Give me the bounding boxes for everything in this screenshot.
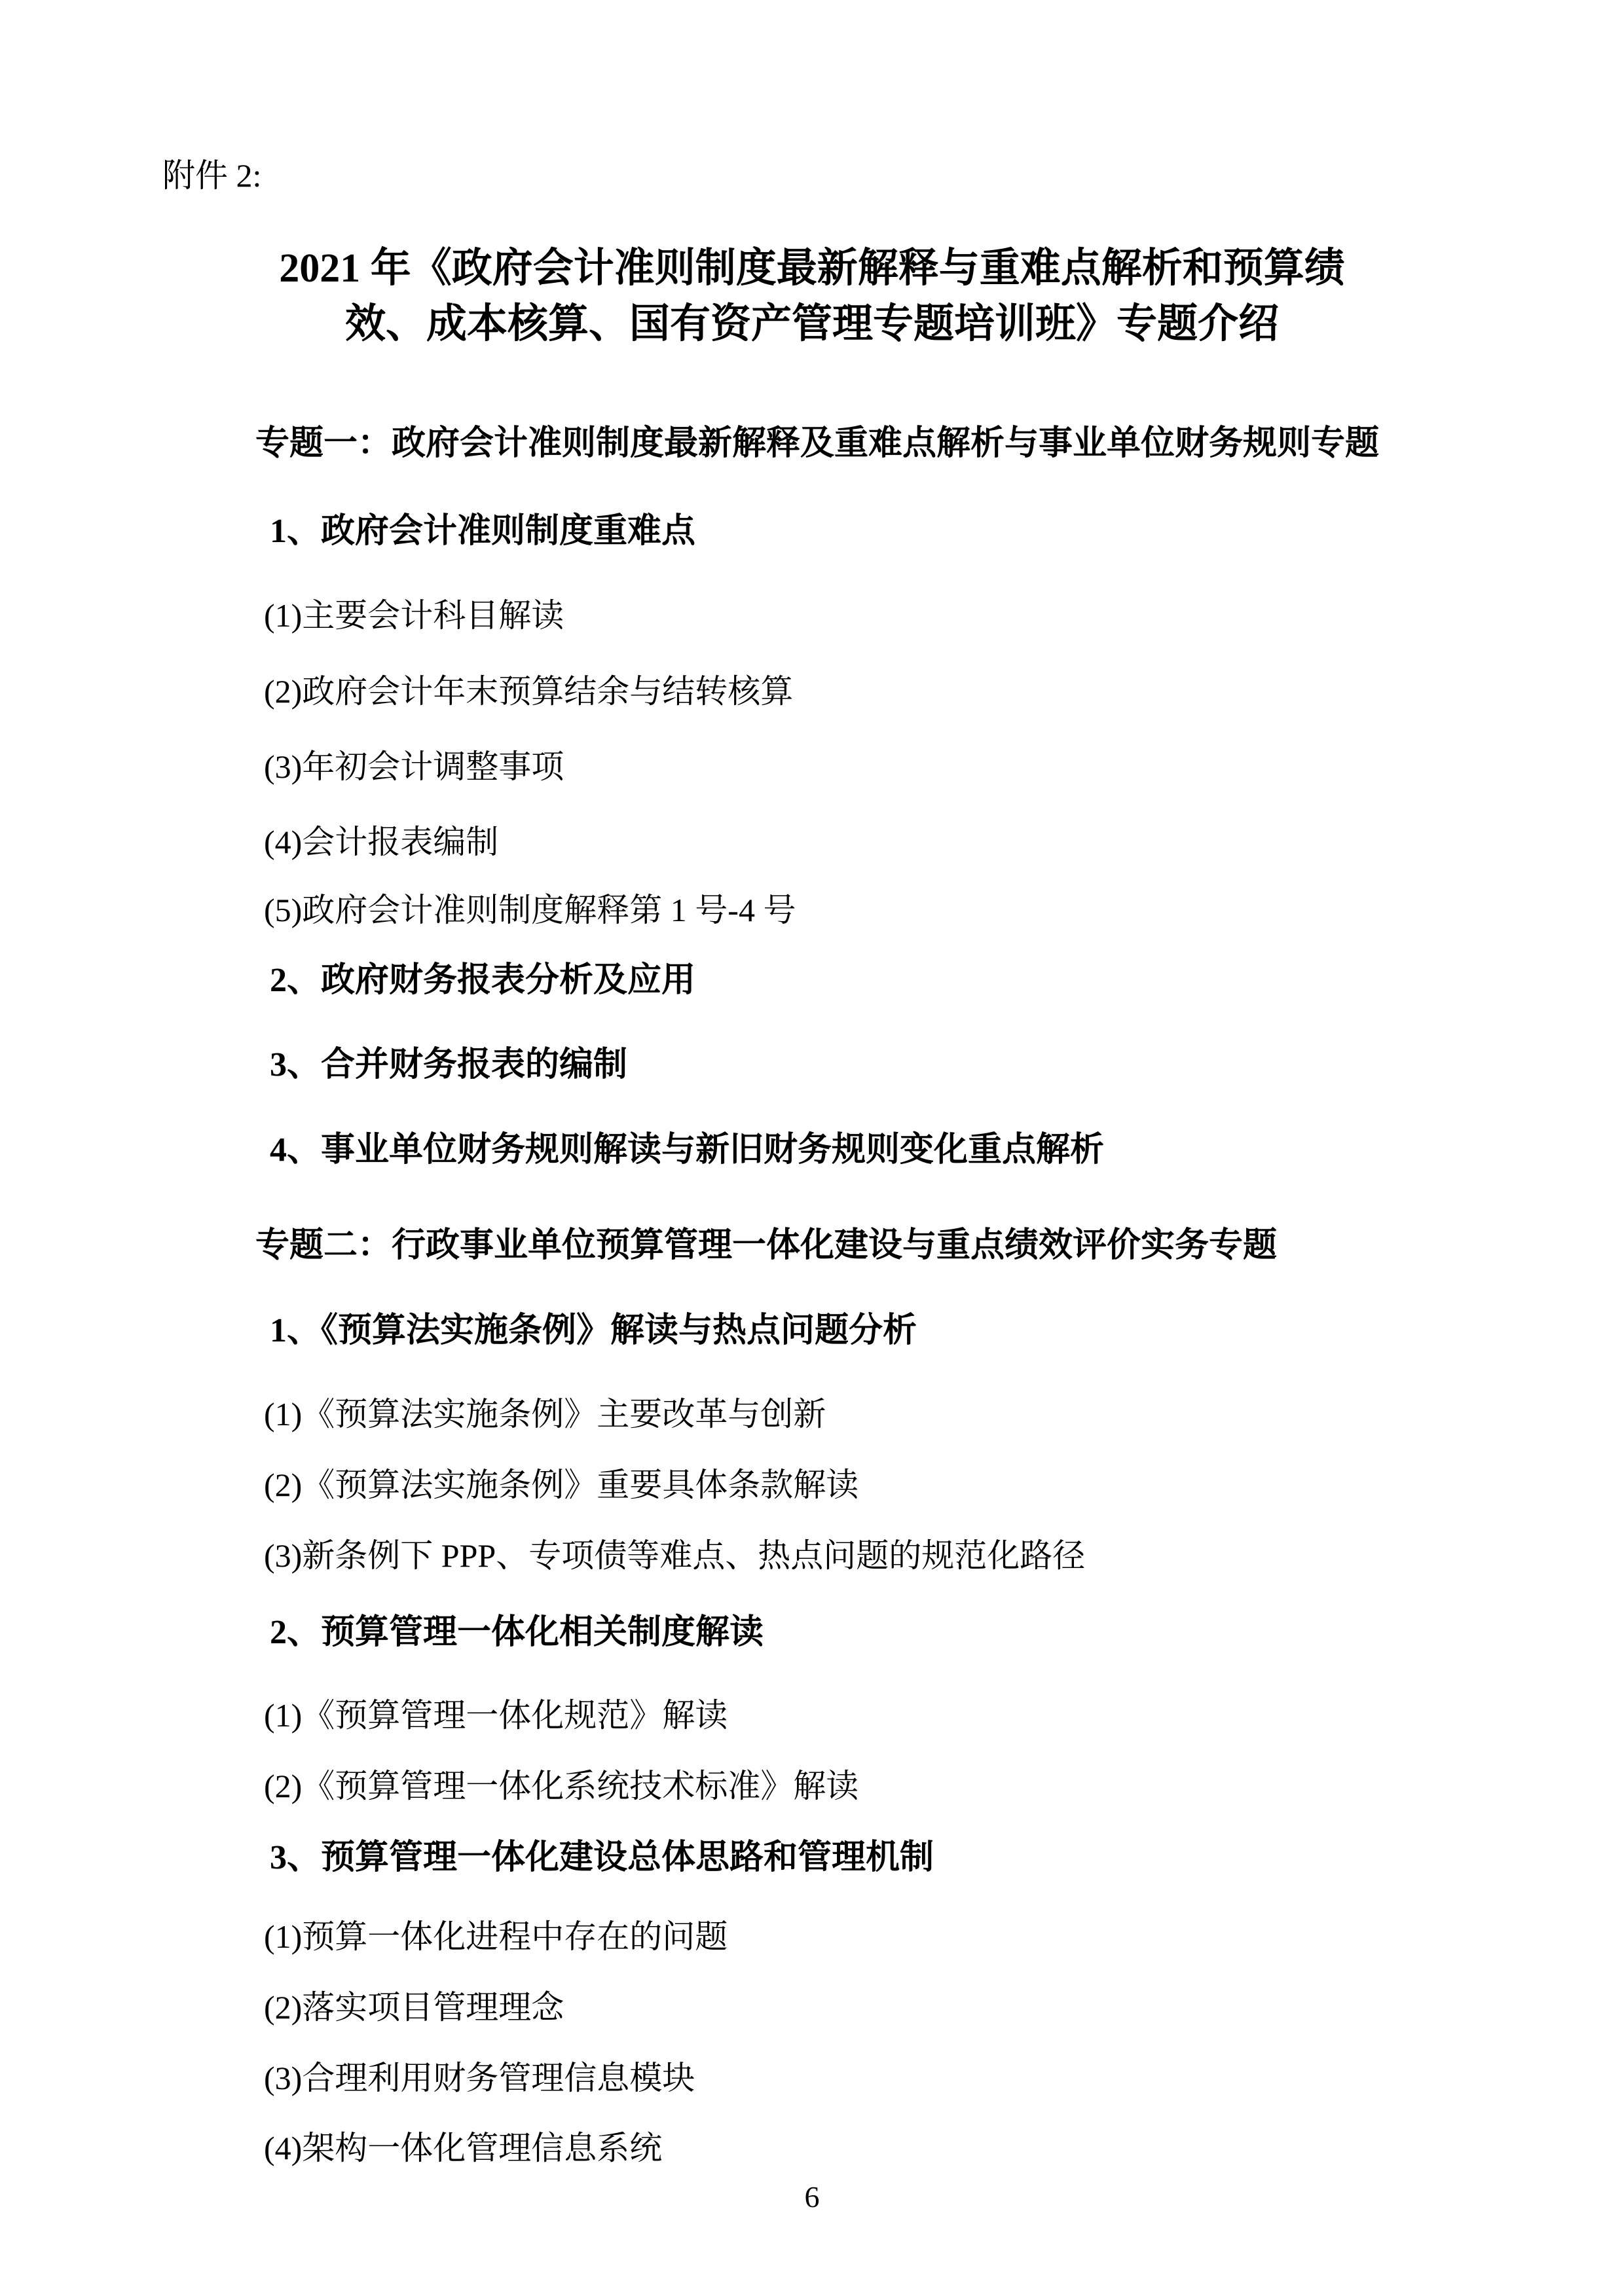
section-1-item-1-5: (5)政府会计准则制度解释第 1 号-4 号 xyxy=(264,892,796,928)
section-2-item-1-2: (2)《预算法实施条例》重要具体条款解读 xyxy=(264,1467,859,1503)
section-2-item-1: 1、《预算法实施条例》解读与热点问题分析 xyxy=(270,1312,917,1349)
document-title-line-1: 2021 年《政府会计准则制度最新解释与重难点解析和预算绩 xyxy=(279,246,1345,291)
section-2-item-2-2: (2)《预算管理一体化系统技术标准》解读 xyxy=(264,1768,859,1804)
page-number: 6 xyxy=(804,2180,820,2214)
section-1-item-1-2: (2)政府会计年末预算结余与结转核算 xyxy=(264,673,794,710)
section-1-item-1-3: (3)年初会计调整事项 xyxy=(264,748,564,785)
document-title-line-2: 效、成本核算、国有资产管理专题培训班》专题介绍 xyxy=(344,302,1279,346)
section-1-item-4: 4、事业单位财务规则解读与新旧财务规则变化重点解析 xyxy=(270,1131,1105,1169)
section-2-heading: 专题二：行政事业单位预算管理一体化建设与重点绩效评价实务专题 xyxy=(255,1227,1278,1264)
section-2-item-3-1: (1)预算一体化进程中存在的问题 xyxy=(264,1918,728,1955)
section-1-item-2: 2、政府财务报表分析及应用 xyxy=(270,962,696,999)
section-2-item-2: 2、预算管理一体化相关制度解读 xyxy=(270,1614,764,1651)
section-1-item-3: 3、合并财务报表的编制 xyxy=(270,1046,628,1084)
section-2-item-3-4: (4)架构一体化管理信息系统 xyxy=(264,2130,663,2166)
section-2-item-3-3: (3)合理利用财务管理信息模块 xyxy=(264,2060,695,2096)
section-2-item-1-1: (1)《预算法实施条例》主要改革与创新 xyxy=(264,1396,826,1432)
section-2-item-2-1: (1)《预算管理一体化规范》解读 xyxy=(264,1697,728,1734)
section-1-item-1-4: (4)会计报表编制 xyxy=(264,824,499,860)
section-1-item-1: 1、政府会计准则制度重难点 xyxy=(270,513,696,550)
section-2-item-1-3: (3)新条例下 PPP、专项债等难点、热点问题的规范化路径 xyxy=(264,1537,1086,1574)
attachment-label: 附件 2: xyxy=(162,157,262,194)
section-1-item-1-1: (1)主要会计科目解读 xyxy=(264,597,564,634)
section-2-item-3-2: (2)落实项目管理理念 xyxy=(264,1989,564,2026)
section-2-item-3: 3、预算管理一体化建设总体思路和管理机制 xyxy=(270,1839,934,1876)
section-1-heading: 专题一：政府会计准则制度最新解释及重难点解析与事业单位财务规则专题 xyxy=(255,425,1380,462)
